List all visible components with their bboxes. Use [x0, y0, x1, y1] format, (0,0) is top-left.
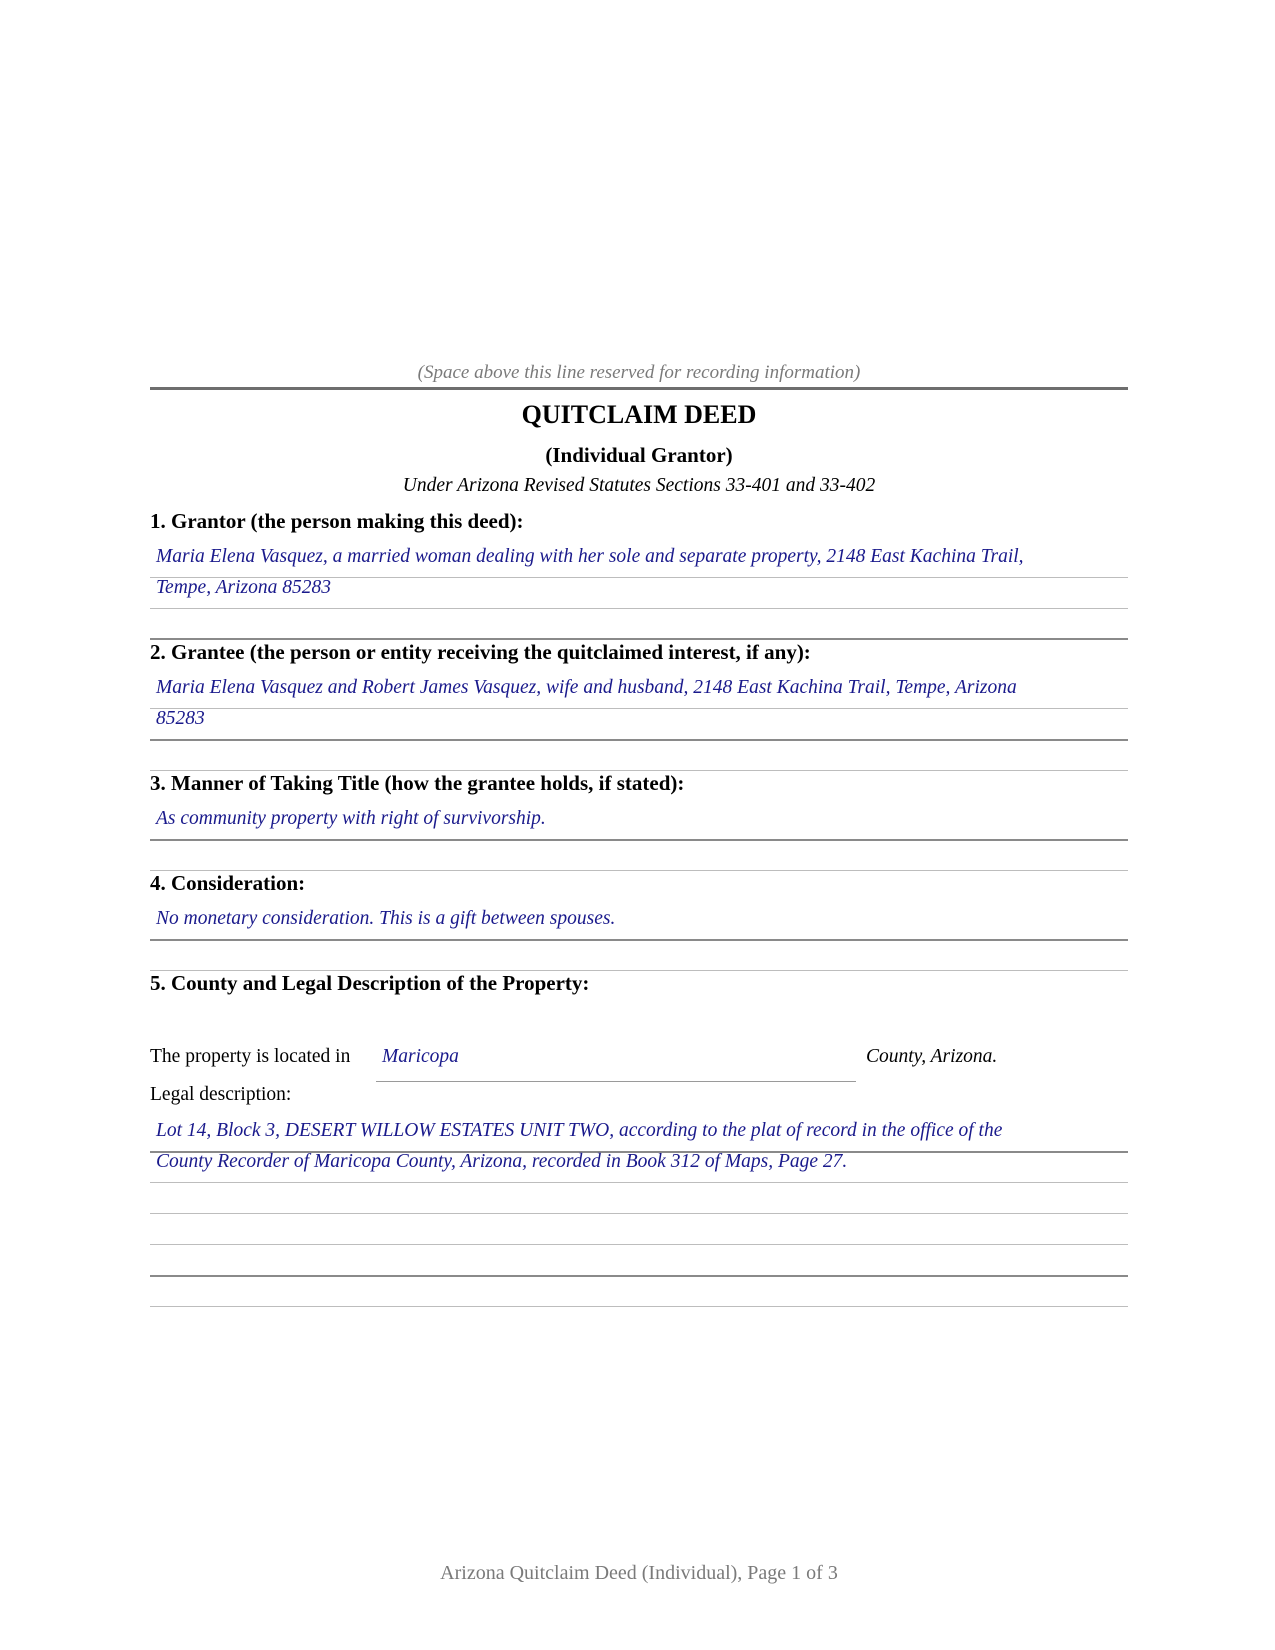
grantee-field-line-1[interactable]: Maria Elena Vasquez and Robert James Vasquez, wife and husband, 2148 East Kachina Trail, Tempe, Arizona: [156, 677, 1017, 698]
title-manner-line-1-rule: [150, 839, 1128, 841]
recording-divider: [150, 387, 1128, 390]
document-subtitle: (Individual Grantor): [545, 443, 733, 467]
property-heading: 5. County and Legal Description of the Property:: [150, 971, 590, 995]
page-footer: Arizona Quitclaim Deed (Individual), Page 1 of 3: [440, 1562, 838, 1584]
legal-line-2-rule: [150, 1182, 1128, 1183]
recording-reserved-note: (Space above this line reserved for recording information): [417, 362, 861, 383]
title-manner-heading: 3. Manner of Taking Title (how the grantee holds, if stated):: [150, 771, 685, 795]
grantor-heading: 1. Grantor (the person making this deed):: [150, 509, 524, 533]
property-located-prefix: The property is located in: [150, 1046, 351, 1067]
legal-line-5-rule: [150, 1275, 1128, 1277]
grantee-line-2-rule: [150, 739, 1128, 741]
legal-description-line-1[interactable]: Lot 14, Block 3, DESERT WILLOW ESTATES UNIT TWO, according to the plat of record in the office of the: [156, 1120, 1003, 1141]
grantor-field-line-2[interactable]: Tempe, Arizona 85283: [156, 577, 331, 598]
document-title: QUITCLAIM DEED: [521, 400, 757, 429]
grantor-field-line-1[interactable]: Maria Elena Vasquez, a married woman dealing with her sole and separate property, 2148 East Kachina Trail,: [156, 546, 1024, 567]
legal-description-line-2[interactable]: County Recorder of Maricopa County, Arizona, recorded in Book 312 of Maps, Page 27.: [156, 1151, 848, 1172]
county-field[interactable]: Maricopa: [376, 1046, 856, 1082]
grantee-field-line-2[interactable]: 85283: [156, 708, 205, 729]
grantor-line-2-rule: [150, 608, 1128, 609]
grantee-heading: 2. Grantee (the person or entity receiving the quitclaimed interest, if any):: [150, 640, 811, 664]
statute-reference: Under Arizona Revised Statutes Sections 33-401 and 33-402: [402, 475, 876, 496]
consideration-field-line-1[interactable]: No monetary consideration. This is a gift between spouses.: [156, 908, 616, 929]
county-suffix: County, Arizona.: [866, 1046, 998, 1067]
legal-line-6-rule: [150, 1306, 1128, 1307]
title-manner-field-line-1[interactable]: As community property with right of survivorship.: [156, 808, 546, 829]
consideration-heading: 4. Consideration:: [150, 871, 306, 895]
legal-line-3-rule: [150, 1213, 1128, 1214]
consideration-line-1-rule: [150, 939, 1128, 941]
legal-line-4-rule: [150, 1244, 1128, 1245]
legal-description-label: Legal description:: [150, 1084, 292, 1105]
deed-page: [150, 0, 1128, 1650]
